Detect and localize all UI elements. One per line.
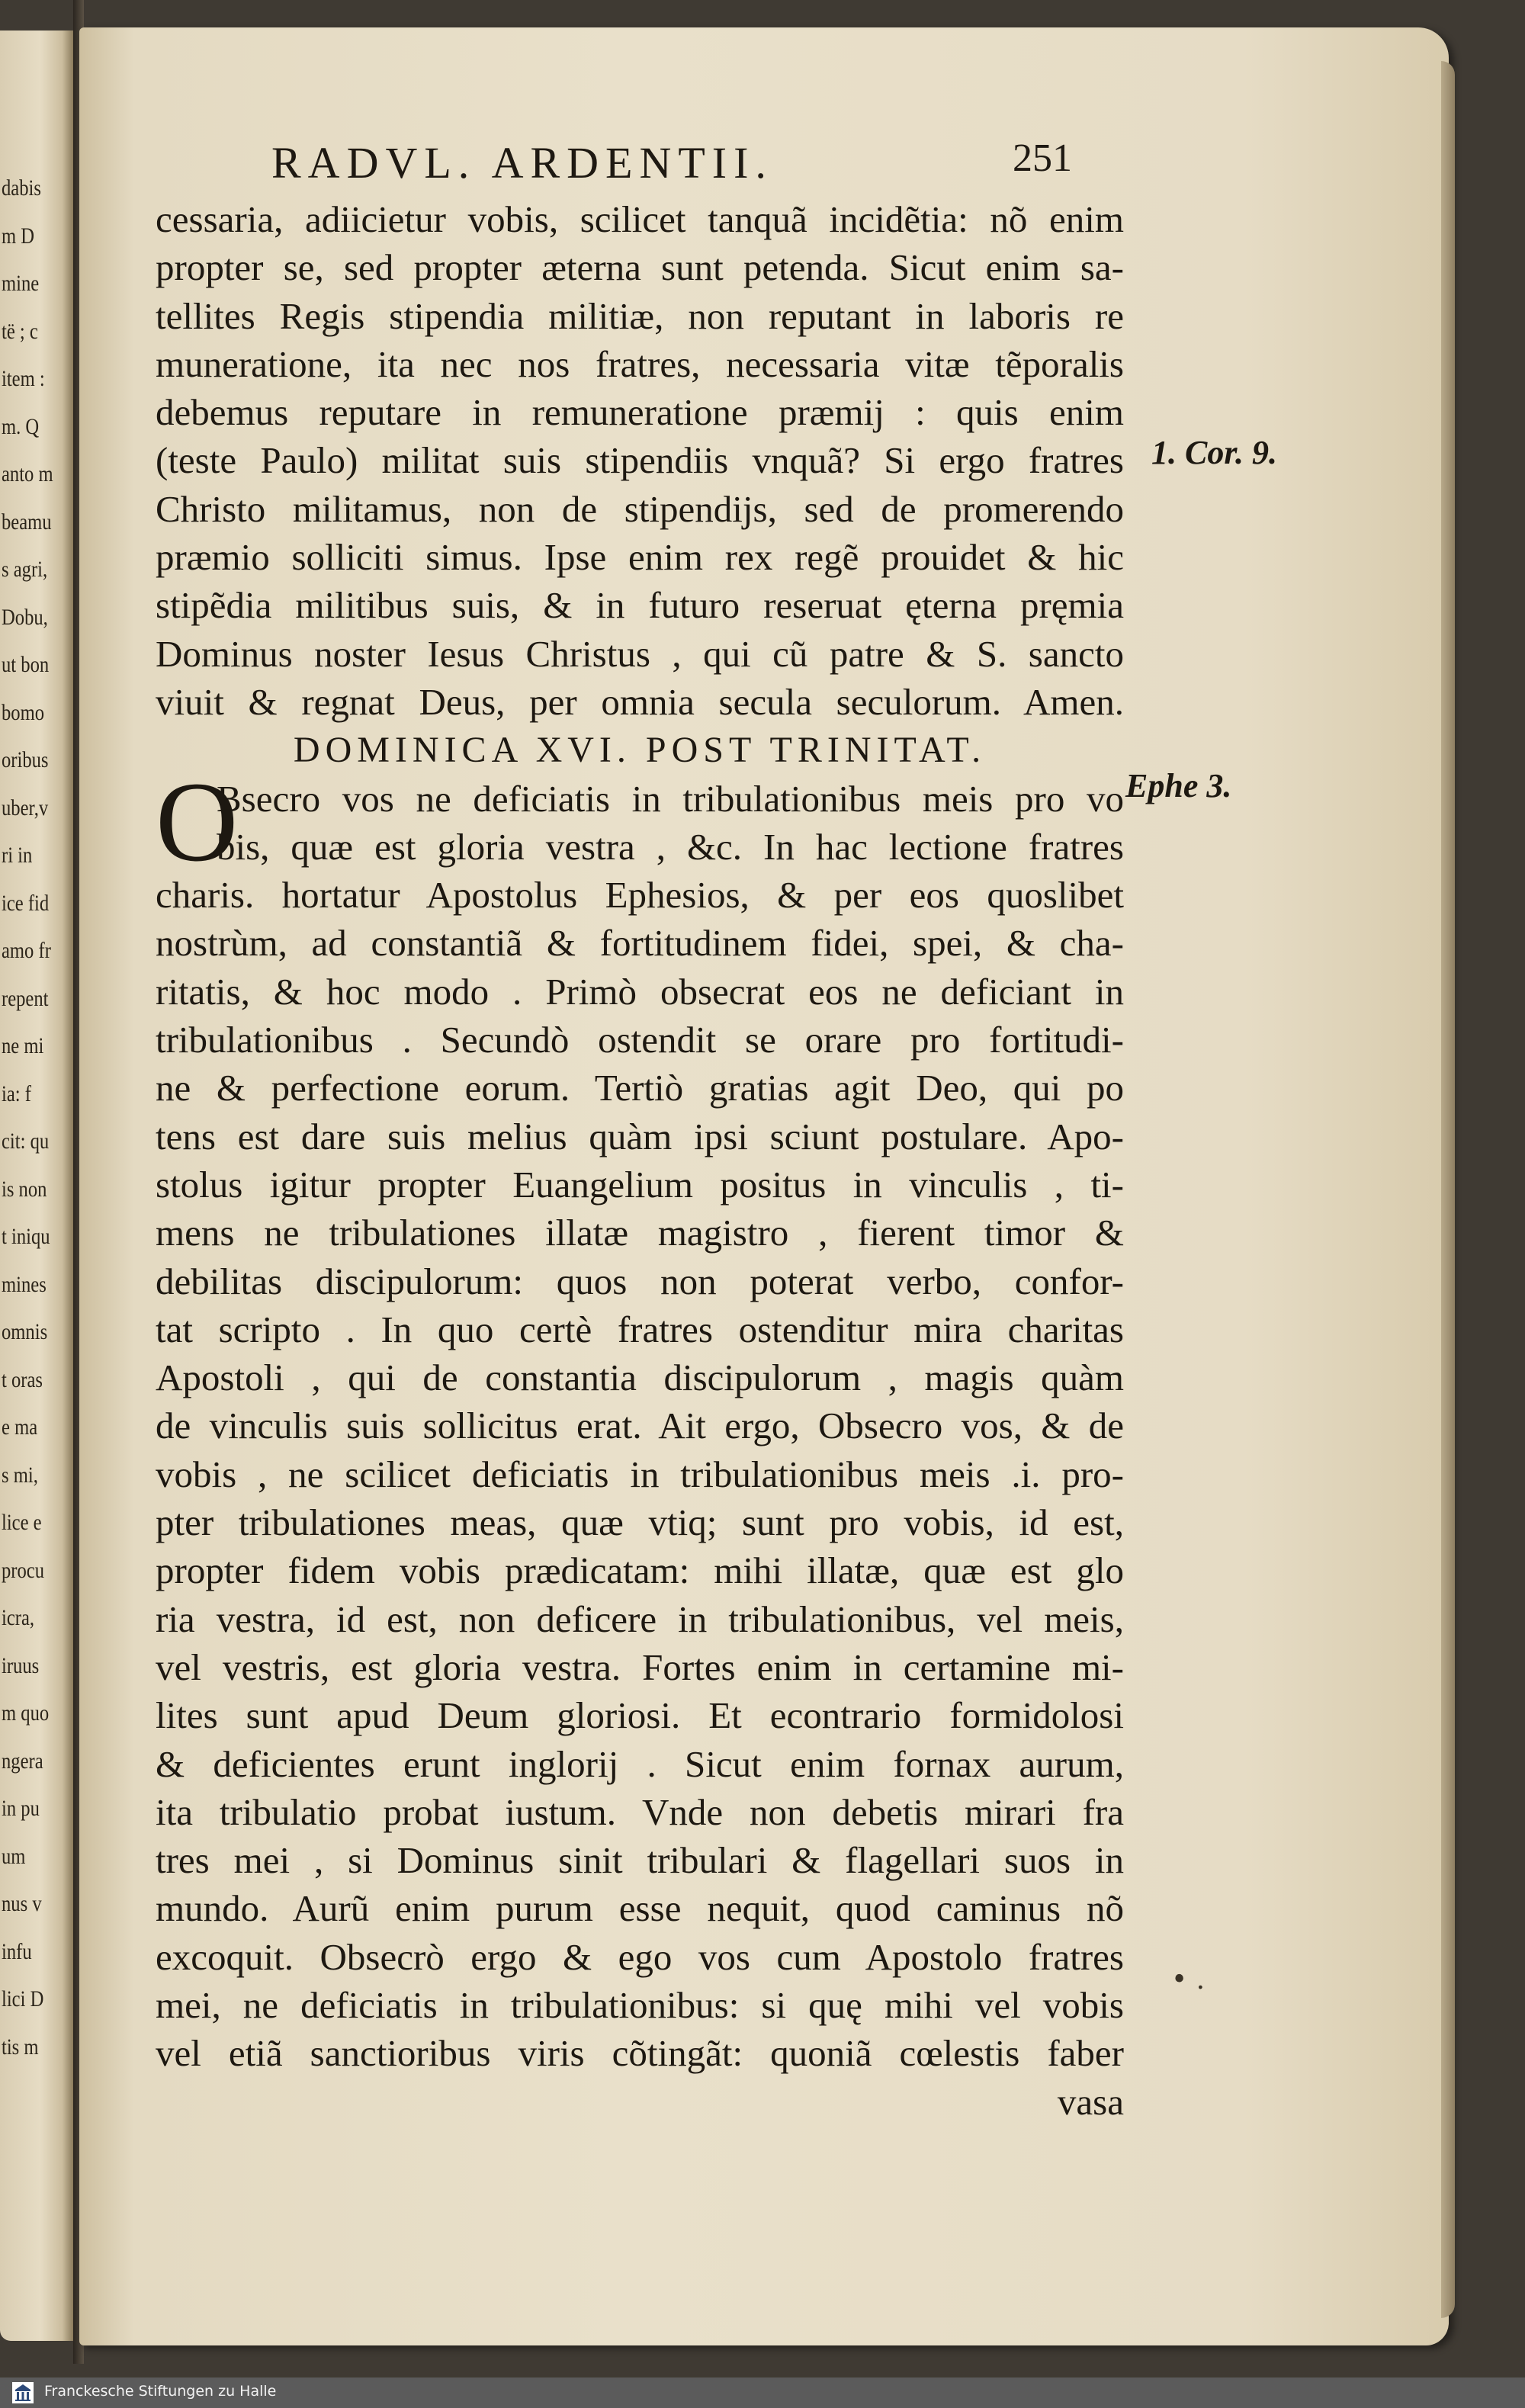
text-line: vobis , ne scilicet deficiatis in tribulationibus meis .i. pro-	[156, 1453, 1124, 1495]
text-line: vel vestris, est gloria vestra. Fortes enim in certamine mi-	[156, 1645, 1124, 1688]
facing-page-fragment: ice fid	[2, 890, 50, 916]
text-line: Dominus noster Iesus Christus , qui cũ patre & S. sancto	[156, 632, 1124, 675]
facing-page-fragment: ne mi	[2, 1033, 44, 1058]
facing-page-fragment: iruus	[2, 1652, 40, 1678]
text-line: Bsecro vos ne deficiatis in tribulationibus meis pro vo	[217, 777, 1124, 820]
text-line: excoquit. Obsecrò ergo & ego vos cum Apostolo fratres	[156, 1935, 1124, 1978]
text-line: mei, ne deficiatis in tribulationibus: si quę mihi vel vobis	[156, 1983, 1124, 2026]
facing-page-fragment: mines	[2, 1271, 47, 1297]
facing-page-fragment: beamu	[2, 509, 52, 535]
margin-note-ephe: Ephe 3.	[1125, 767, 1232, 804]
margin-mark: • .	[1171, 1964, 1206, 1995]
text-line: ita tribulatio probat iustum. Vnde non debetis mirari fra	[156, 1790, 1124, 1833]
facing-page-fragment: Dobu,	[2, 604, 48, 630]
main-text-block	[156, 195, 1124, 2126]
facing-page-fragment: ngera	[2, 1748, 43, 1774]
text-line: debemus reputare in remuneratione præmij : quis enim	[156, 391, 1124, 434]
facing-page-fragment: procu	[2, 1557, 45, 1583]
text-line: & deficientes erunt inglorij . Sicut enim fornax aurum,	[156, 1742, 1124, 1785]
facing-page-fragment: s mi,	[2, 1462, 38, 1488]
facing-page-fragment: lice e	[2, 1510, 42, 1535]
text-line: debilitas discipulorum: quos non poterat verbo, confor-	[156, 1260, 1124, 1302]
facing-page-fragment: oribus	[2, 747, 49, 772]
facing-page-edge	[0, 31, 73, 2341]
text-line: tres mei , si Dominus sinit tribulari & flagellari suos in	[156, 1839, 1124, 1882]
facing-page-fragment: bomo	[2, 699, 45, 725]
facing-page-fragment: nus v	[2, 1891, 42, 1916]
facing-page-fragment: um	[2, 1843, 26, 1869]
text-line: viuit & regnat Deus, per omnia secula seculorum. Amen.	[156, 680, 1124, 723]
text-line: ria vestra, id est, non deficere in tribulationibus, vel meis,	[156, 1597, 1124, 1640]
text-line: muneratione, ita nec nos fratres, necessaria vitæ tẽporalis	[156, 342, 1124, 385]
text-line: propter se, sed propter æterna sunt petenda. Sicut enim sa-	[156, 246, 1124, 289]
facing-page-fragment: uber,v	[2, 795, 49, 820]
facing-page-fragment: ri in	[2, 843, 33, 868]
text-line: stolus igitur propter Euangelium positus in vinculis , ti-	[156, 1163, 1124, 1206]
text-line: charis. hortatur Apostolus Ephesios, & per eos quoslibet	[156, 874, 1124, 917]
text-line: bis, quæ est gloria vestra , &c. In hac lectione fratres	[217, 825, 1124, 868]
facing-page-fragment: m. Q	[2, 413, 40, 439]
text-line: tribulationibus . Secundò ostendit se orare pro fortitudi-	[156, 1019, 1124, 1061]
text-line: propter fidem vobis prædicatam: mihi illatæ, quæ est glo	[156, 1549, 1124, 1592]
page-fore-edge	[1441, 61, 1455, 2318]
facing-page-fragment: t iniqu	[2, 1224, 50, 1249]
text-line: præmio solliciti simus. Ipse enim rex regẽ prouidet & hic	[156, 536, 1124, 579]
text-line: Christo militamus, non de stipendijs, sed de promerendo	[156, 487, 1124, 530]
text-line: de vinculis suis sollicitus erat. Ait ergo, Obsecro vos, & de	[156, 1405, 1124, 1447]
facing-page-fragment: infu	[2, 1938, 32, 1964]
facing-page-fragment: s agri,	[2, 557, 48, 582]
drop-capital: O	[156, 759, 239, 885]
running-title: RADVL. ARDENTII.	[271, 138, 773, 188]
text-line: cessaria, adiicietur vobis, scilicet tanquã incidẽtia: nõ enim	[156, 198, 1124, 240]
facing-page-fragment: t oras	[2, 1366, 43, 1392]
facing-page-fragment: të ; c	[2, 318, 38, 344]
facing-page-fragment: item :	[2, 366, 45, 391]
facing-page-fragment: ut bon	[2, 652, 50, 677]
facing-page-fragment: anto m	[2, 461, 53, 486]
text-line: pter tribulationes meas, quæ vtiq; sunt pro vobis, id est,	[156, 1501, 1124, 1544]
margin-note-cor: 1. Cor. 9.	[1151, 434, 1278, 471]
facing-page-fragment: m quo	[2, 1700, 50, 1726]
footer-credit: Franckesche Stiftungen zu Halle	[44, 2383, 277, 2400]
text-line: ritatis, & hoc modo . Primò obsecrat eos ne deficiant in	[156, 970, 1124, 1013]
section-heading: DOMINICA XVI. POST TRINITAT.	[293, 730, 987, 771]
text-line: ne & perfectione eorum. Tertiò gratias agit Deo, qui po	[156, 1067, 1124, 1109]
text-line: tens est dare suis melius quàm ipsi sciunt postulare. Apo-	[156, 1115, 1124, 1157]
facing-page-fragment: amo fr	[2, 938, 51, 963]
facing-page-fragment: lici D	[2, 1986, 44, 2011]
text-line: nostrùm, ad constantiã & fortitudinem fidei, spei, & cha-	[156, 922, 1124, 965]
text-line: Apostoli , qui de constantia discipulorum , magis quàm	[156, 1357, 1124, 1399]
text-line: tellites Regis stipendia militiæ, non reputant in laboris re	[156, 294, 1124, 337]
text-line: stipẽdia militibus suis, & in futuro reseruat ęterna pręmia	[156, 584, 1124, 627]
facing-page-fragment: is non	[2, 1176, 47, 1202]
facing-page-fragment: repent	[2, 985, 49, 1011]
text-line: (teste Paulo) militat suis stipendiis vnquã? Si ergo fratres	[156, 439, 1124, 482]
facing-page-fragment: dabis	[2, 175, 41, 201]
text-line: lites sunt apud Deum gloriosi. Et econtrario formidolosi	[156, 1694, 1124, 1737]
facing-page-fragment: ia: f	[2, 1080, 31, 1106]
institution-logo-icon	[12, 2382, 34, 2403]
facing-page-fragment: e ma	[2, 1414, 38, 1440]
facing-page-fragment: cit: qu	[2, 1129, 50, 1154]
folio-number: 251	[1013, 136, 1072, 180]
text-line: tat scripto . In quo certè fratres ostenditur mira charitas	[156, 1308, 1124, 1350]
facing-page-fragment: in pu	[2, 1796, 40, 1821]
text-line: mens ne tribulationes illatæ magistro , fierent timor &	[156, 1212, 1124, 1254]
facing-page-fragment: tis m	[2, 2034, 39, 2060]
facing-page-fragment: mine	[2, 271, 40, 296]
facing-page-fragment: icra,	[2, 1605, 35, 1630]
text-line: mundo. Aurũ enim purum esse nequit, quod caminus nõ	[156, 1887, 1124, 1930]
text-line: vel etiã sanctioribus viris cõtingãt: quoniã cœlestis faber	[156, 2032, 1124, 2075]
catchword: vasa	[1057, 2080, 1124, 2123]
facing-page-fragment: omnis	[2, 1319, 48, 1344]
facing-page-fragment: m D	[2, 223, 35, 249]
